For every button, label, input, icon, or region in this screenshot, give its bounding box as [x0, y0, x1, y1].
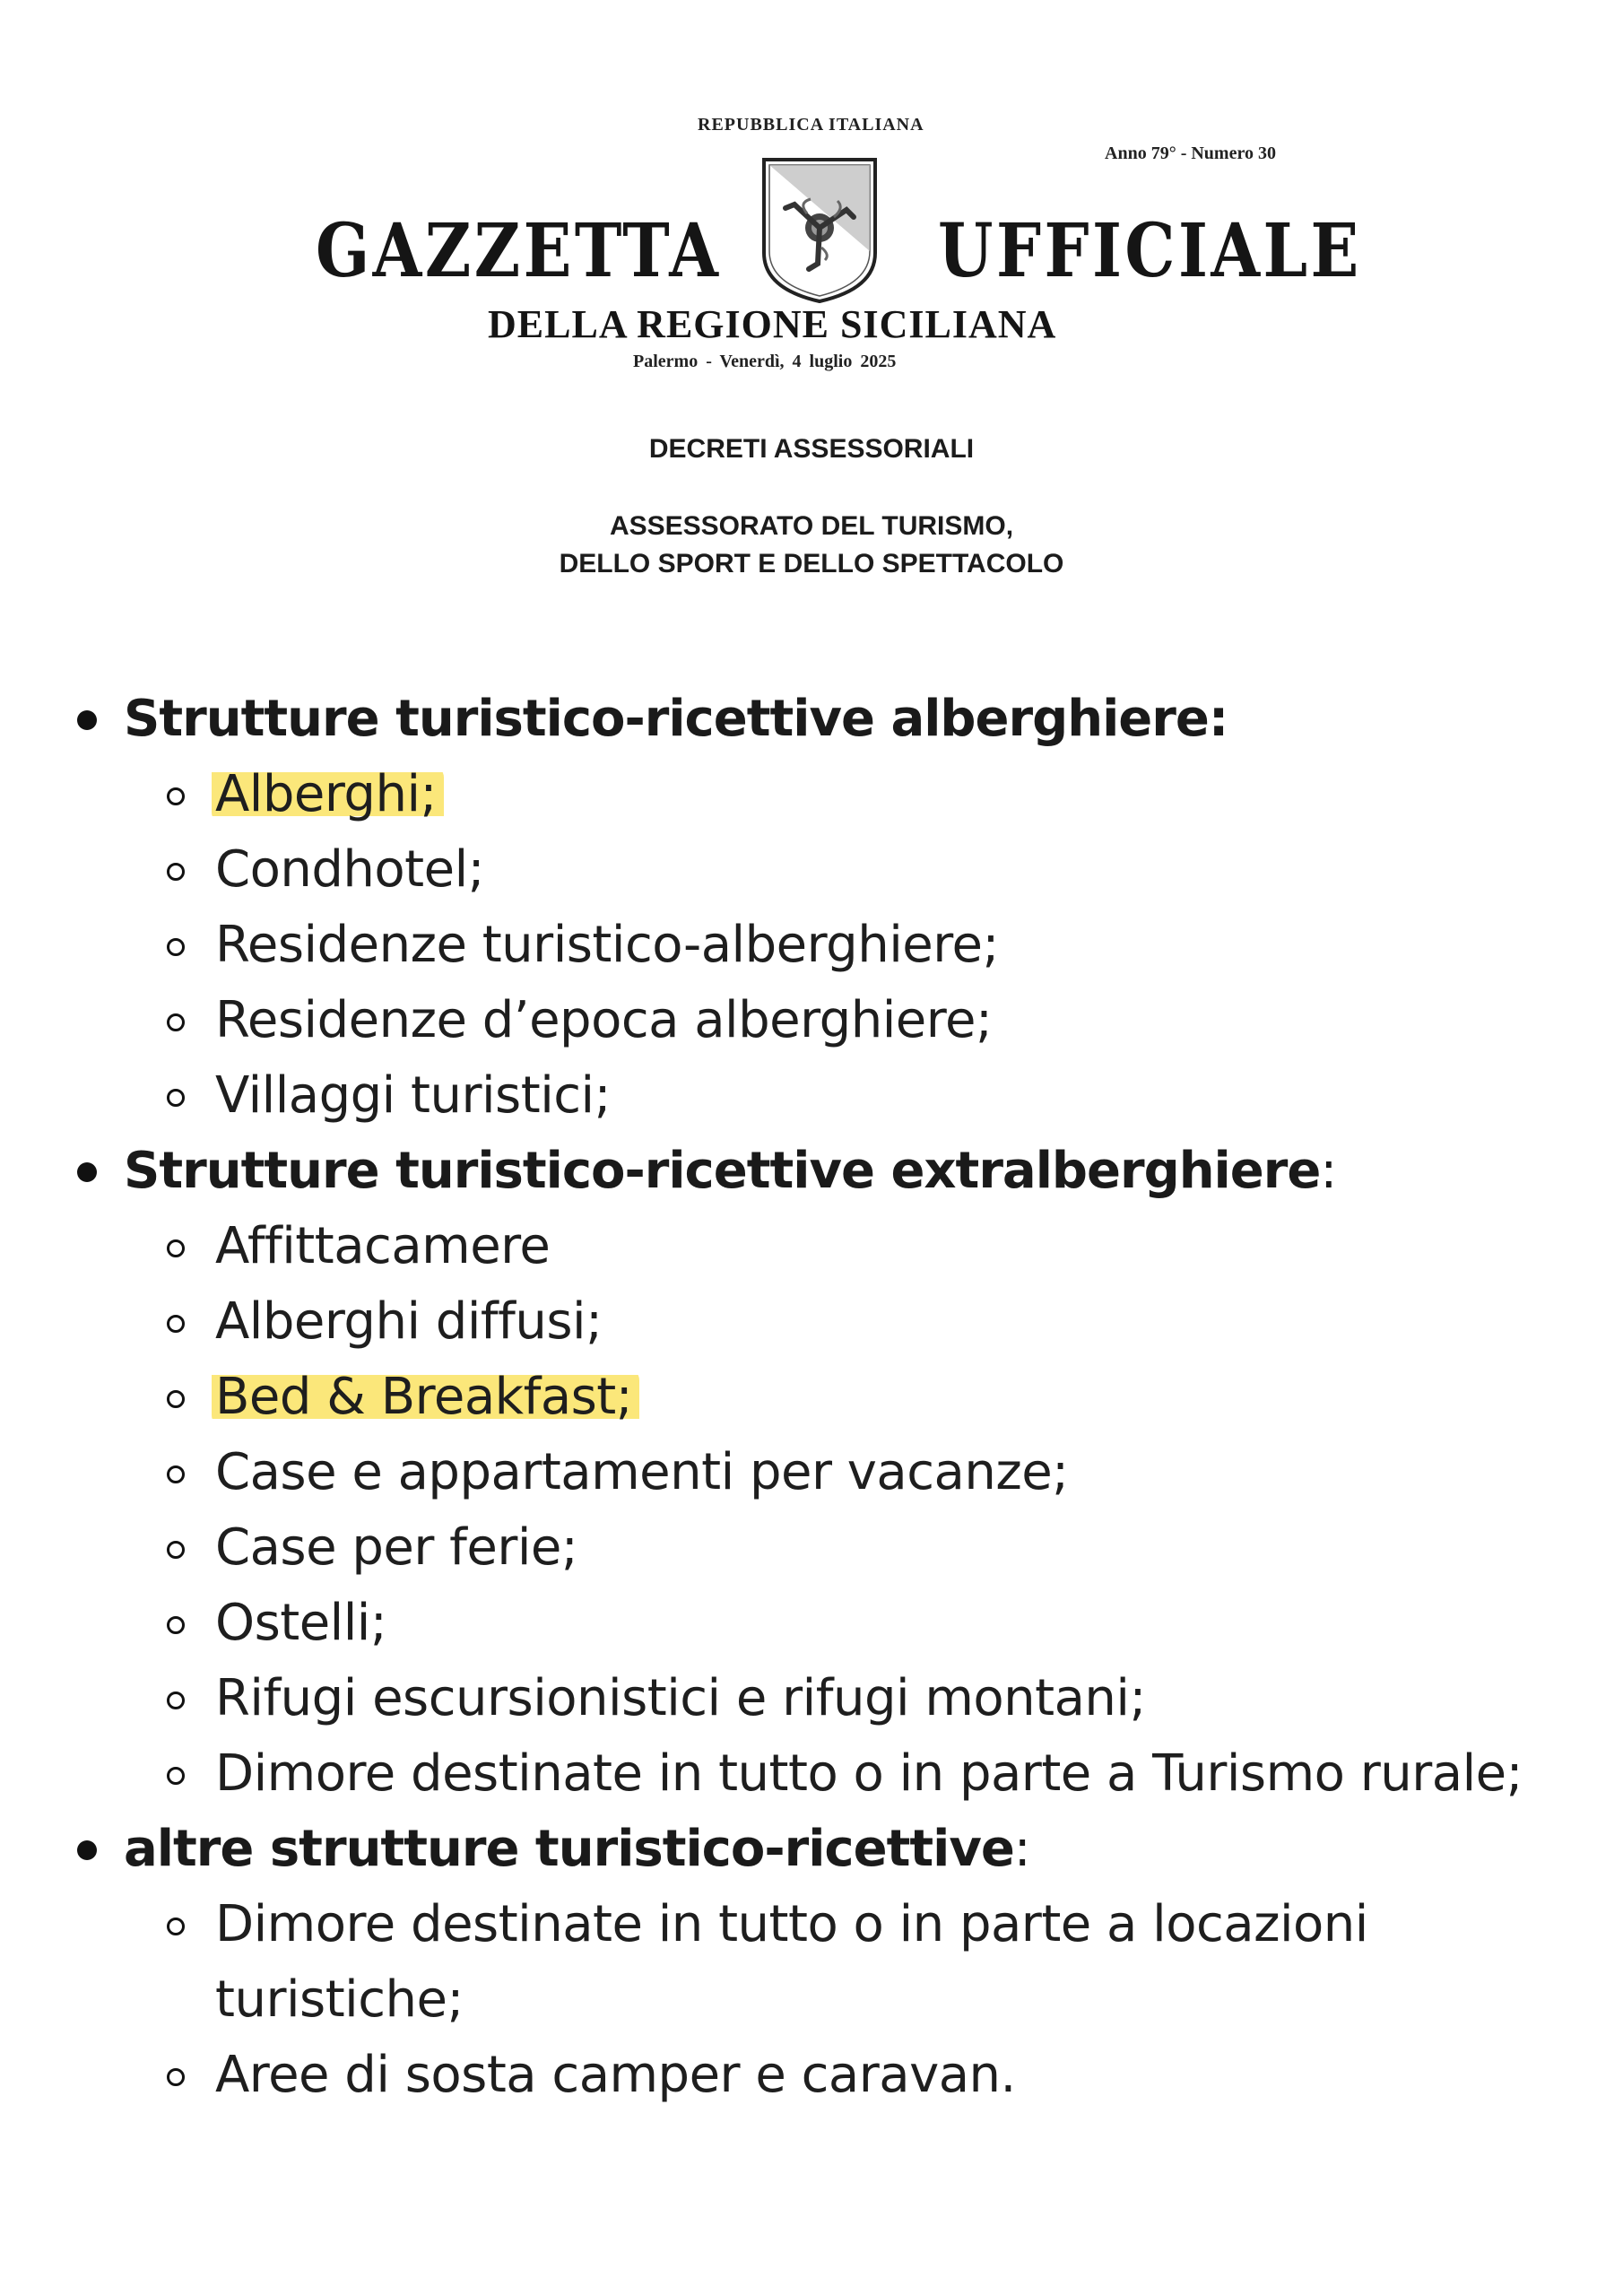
trinacria-shield-icon [759, 154, 881, 305]
highlighted-item-text: Bed & Breakfast; [212, 1368, 639, 1426]
issue-number: Anno 79° - Numero 30 [1105, 144, 1276, 163]
list-item: Villaggi turistici; [215, 1058, 1623, 1134]
bullet-dot [77, 710, 97, 730]
circle-bullet-icon [167, 1315, 185, 1333]
masthead-title-right: UFFICIALE [938, 208, 1362, 294]
list-item: Case e appartamenti per vacanze; [215, 1435, 1623, 1510]
circle-bullet-icon [167, 787, 185, 805]
list-item: Residenze d’epoca alberghiere; [215, 983, 1623, 1058]
department-line-2: DELLO SPORT E DELLO SPETTACOLO [559, 549, 1064, 578]
circle-bullet-icon [167, 1465, 185, 1483]
list-item [215, 1360, 1623, 1435]
circle-bullet-icon [167, 1541, 185, 1559]
circle-bullet-icon [167, 1767, 185, 1785]
circle-bullet-icon [167, 1089, 185, 1107]
list-item: Dimore destinate in tutto o in parte a locazioni turistiche; [215, 1887, 1408, 2038]
category-title: Strutture turistico-ricettive alberghiere: [124, 690, 1228, 748]
list-item: Dimore destinate in tutto o in parte a Turismo rurale; [215, 1736, 1623, 1812]
gazette-masthead [0, 0, 1623, 628]
department-line-1: ASSESSORATO DEL TURISMO, [609, 511, 1014, 541]
list-item: Alberghi diffusi; [215, 1284, 1623, 1360]
masthead-title-left: GAZZETTA [316, 208, 722, 294]
republic-label: REPUBBLICA ITALIANA [698, 115, 924, 135]
list-item: Case per ferie; [215, 1510, 1623, 1586]
circle-bullet-icon [167, 1918, 185, 1935]
circle-bullet-icon [167, 863, 185, 881]
masthead-subtitle: DELLA REGIONE SICILIANA [488, 302, 1057, 346]
list-item: Residenze turistico-alberghiere; [215, 908, 1623, 983]
accommodation-categories-list [0, 682, 1623, 2113]
circle-bullet-icon [167, 1616, 185, 1634]
category-heading: altre strutture turistico-ricettive: [124, 1812, 1623, 1887]
list-item [215, 757, 1623, 832]
circle-bullet-icon [167, 1013, 185, 1031]
list-item: Rifugi escursionistici e rifugi montani; [215, 1661, 1623, 1736]
list-item: Ostelli; [215, 1586, 1623, 1661]
category-title: altre strutture turistico-ricettive [124, 1820, 1014, 1878]
circle-bullet-icon [167, 1692, 185, 1709]
highlighted-item-text: Alberghi; [212, 765, 444, 823]
category-heading [124, 682, 1623, 757]
list-item: Affittacamere [215, 1209, 1623, 1284]
circle-bullet-icon [167, 2068, 185, 2086]
list-item: Condhotel; [215, 832, 1623, 908]
circle-bullet-icon [167, 1239, 185, 1257]
section-heading: DECRETI ASSESSORIALI [648, 434, 975, 464]
list-item: Aree di sosta camper e caravan. [215, 2038, 1623, 2113]
department-heading [0, 508, 1623, 583]
dateline: Palermo - Venerdì, 4 luglio 2025 [633, 352, 897, 371]
category-heading: Strutture turistico-ricettive extralberghiere: [124, 1134, 1623, 1209]
category-title: Strutture turistico-ricettive extralberghiere [124, 1142, 1321, 1200]
circle-bullet-icon [167, 1390, 185, 1408]
circle-bullet-icon [167, 938, 185, 956]
bullet-dot [77, 1840, 97, 1860]
bullet-dot [77, 1162, 97, 1182]
